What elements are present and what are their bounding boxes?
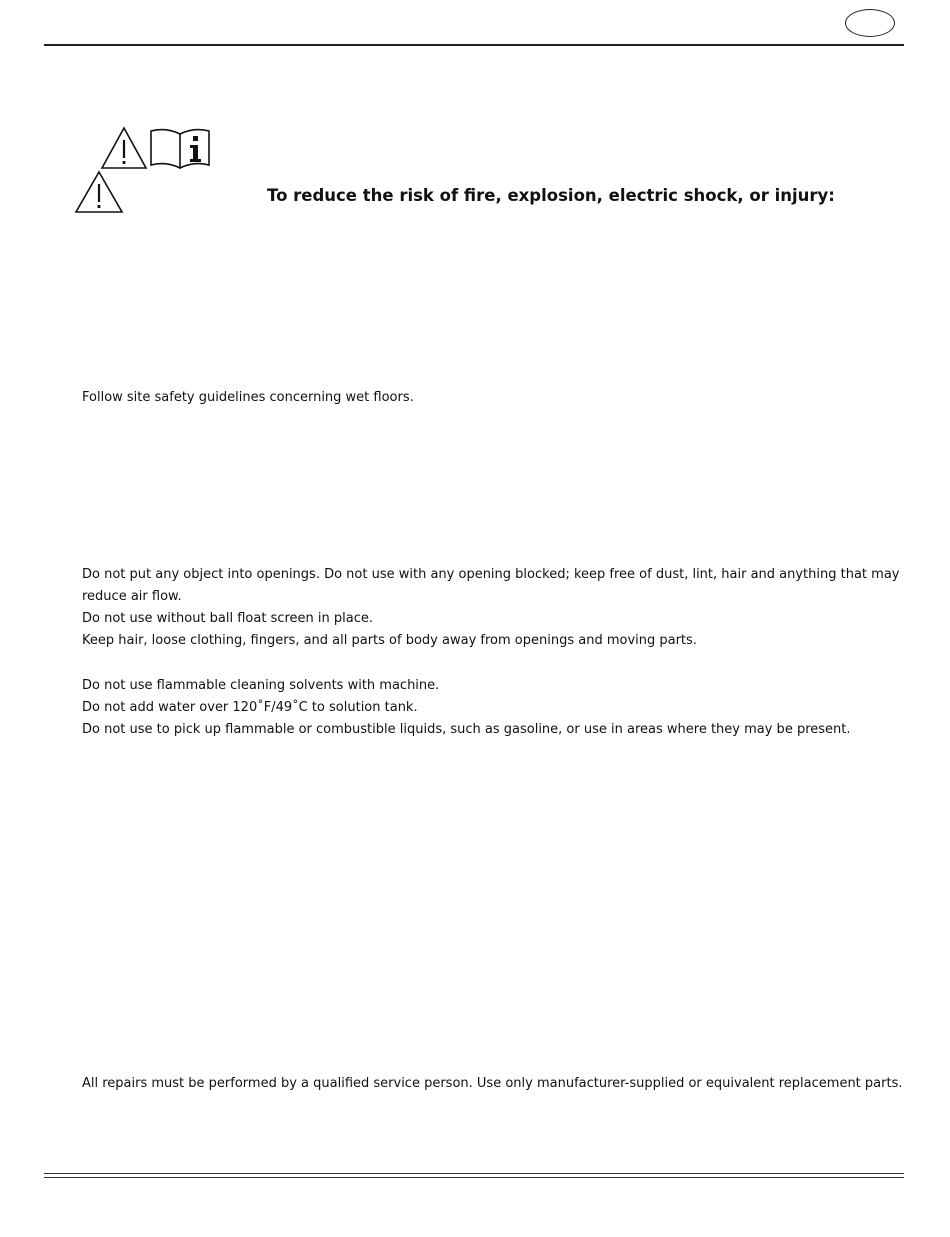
openings-text-line1: Do not put any object into openings. Do not use with any opening blocked; keep free of dust, lint, hair and anything that may: [82, 567, 900, 582]
header-rule: [44, 44, 904, 46]
footer-rule-lower: [44, 1177, 904, 1178]
page-number-oval: [845, 9, 895, 37]
warning-triangle-icon: [100, 126, 148, 170]
footer-rule-upper: [44, 1173, 904, 1174]
openings-text-line2: reduce air flow.: [82, 589, 182, 604]
solvents-text: Do not use flammable cleaning solvents with machine.: [82, 678, 440, 693]
wet-floors-text: Follow site safety guidelines concerning wet floors.: [82, 390, 414, 405]
read-manual-icon: [148, 128, 212, 170]
flammable-liquids-text: Do not use to pick up flammable or combustible liquids, such as gasoline, or use in areas where they may be present.: [82, 722, 851, 737]
safety-heading: To reduce the risk of fire, explosion, electric shock, or injury:: [267, 186, 835, 205]
water-temp-text: Do not add water over 120˚F/49˚C to solution tank.: [82, 700, 418, 715]
ball-float-text: Do not use without ball float screen in place.: [82, 611, 374, 626]
keep-away-text: Keep hair, loose clothing, fingers, and all parts of body away from openings and moving parts.: [82, 633, 697, 648]
repairs-text: All repairs must be performed by a qualified service person. Use only manufacturer-supplied or equivalent replacement parts.: [82, 1076, 903, 1091]
warning-triangle-icon: [74, 170, 124, 214]
